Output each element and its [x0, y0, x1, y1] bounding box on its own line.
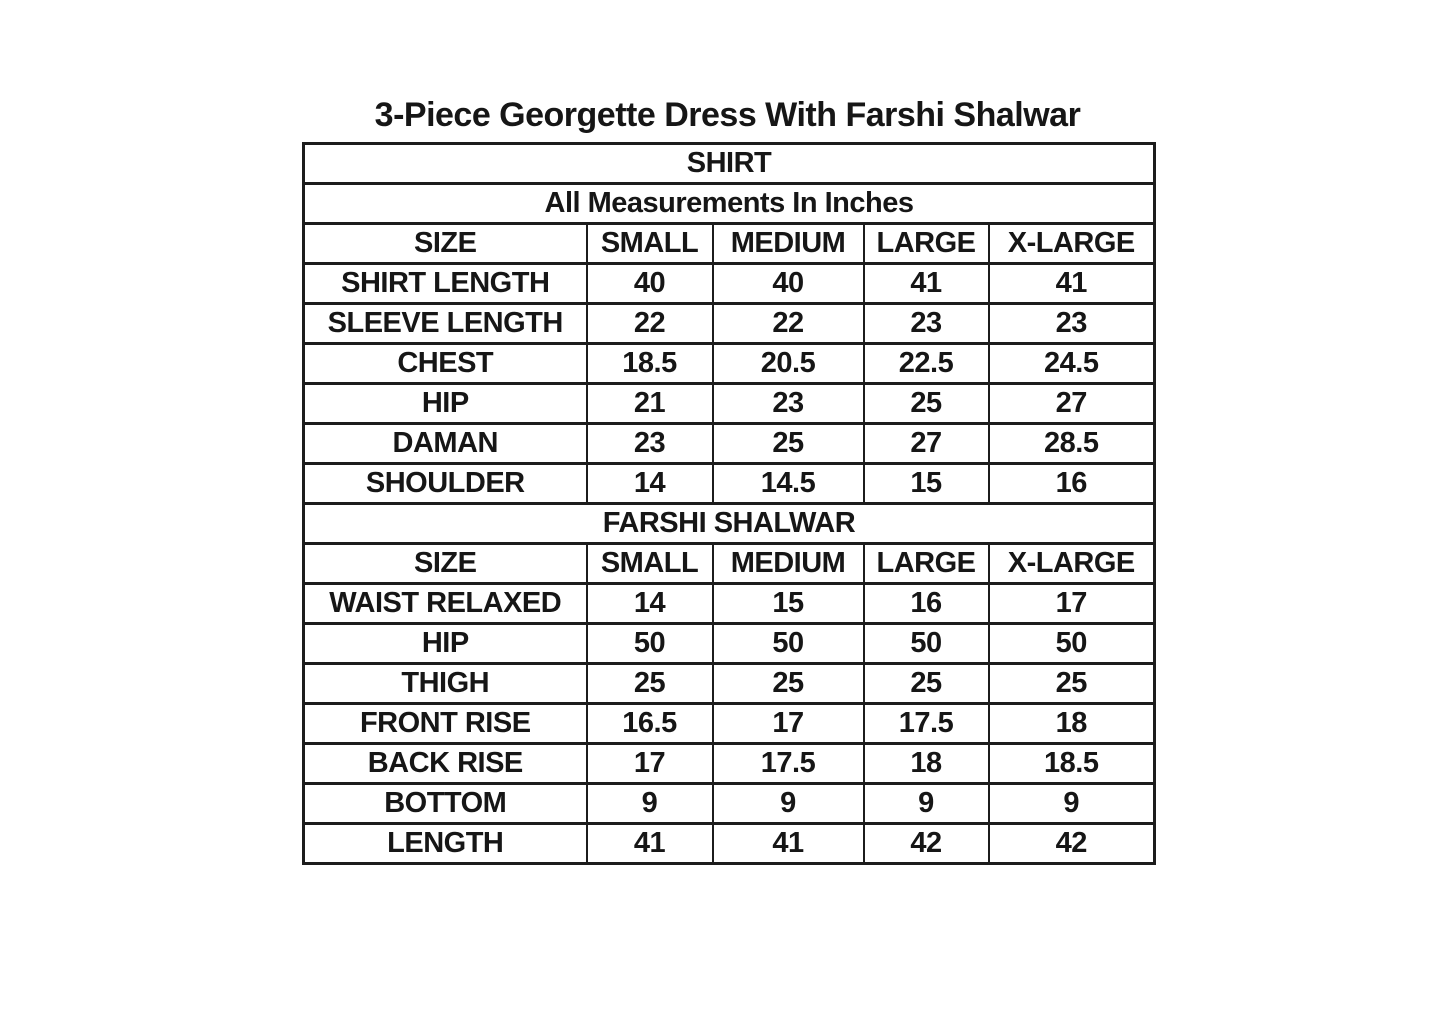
cell-value: 41: [713, 824, 864, 864]
table-row: [304, 184, 1155, 224]
column-header-large: LARGE: [864, 224, 989, 264]
cell-value: 16: [864, 584, 989, 624]
table-row: [304, 504, 1155, 544]
table-row: [304, 824, 1155, 864]
row-label: LENGTH: [304, 824, 587, 864]
table-row: [304, 344, 1155, 384]
row-label: FRONT RISE: [304, 704, 587, 744]
column-header-xlarge: X-LARGE: [989, 544, 1155, 584]
cell-value: 25: [864, 664, 989, 704]
cell-value: 27: [989, 384, 1155, 424]
cell-value: 42: [864, 824, 989, 864]
row-label: HIP: [304, 384, 587, 424]
cell-value: 16.5: [587, 704, 713, 744]
cell-value: 23: [587, 424, 713, 464]
table-row: [304, 384, 1155, 424]
row-label: CHEST: [304, 344, 587, 384]
row-label: SHOULDER: [304, 464, 587, 504]
table-row: [304, 704, 1155, 744]
cell-value: 14: [587, 584, 713, 624]
measurement-units-note: All Measurements In Inches: [304, 184, 1155, 224]
cell-value: 18: [989, 704, 1155, 744]
cell-value: 40: [713, 264, 864, 304]
table-row: [304, 224, 1155, 264]
cell-value: 25: [989, 664, 1155, 704]
page-title: 3-Piece Georgette Dress With Farshi Shalwar: [374, 96, 1081, 134]
row-label: SLEEVE LENGTH: [304, 304, 587, 344]
row-label: DAMAN: [304, 424, 587, 464]
cell-value: 9: [587, 784, 713, 824]
column-header-medium: MEDIUM: [713, 544, 864, 584]
table-row: [304, 744, 1155, 784]
cell-value: 18.5: [587, 344, 713, 384]
cell-value: 18.5: [989, 744, 1155, 784]
cell-value: 22: [587, 304, 713, 344]
cell-value: 17.5: [713, 744, 864, 784]
cell-value: 22.5: [864, 344, 989, 384]
table-row: [304, 264, 1155, 304]
cell-value: 50: [864, 624, 989, 664]
table-row: [304, 144, 1155, 184]
cell-value: 23: [713, 384, 864, 424]
cell-value: 50: [989, 624, 1155, 664]
table-row: [304, 464, 1155, 504]
cell-value: 24.5: [989, 344, 1155, 384]
table-row: [304, 584, 1155, 624]
cell-value: 28.5: [989, 424, 1155, 464]
row-label: SHIRT LENGTH: [304, 264, 587, 304]
cell-value: 15: [864, 464, 989, 504]
cell-value: 14: [587, 464, 713, 504]
cell-value: 25: [864, 384, 989, 424]
row-label: THIGH: [304, 664, 587, 704]
cell-value: 50: [587, 624, 713, 664]
column-header-size: SIZE: [304, 544, 587, 584]
cell-value: 25: [713, 424, 864, 464]
cell-value: 16: [989, 464, 1155, 504]
cell-value: 18: [864, 744, 989, 784]
cell-value: 41: [864, 264, 989, 304]
column-header-xlarge: X-LARGE: [989, 224, 1155, 264]
cell-value: 21: [587, 384, 713, 424]
size-chart-sheet: [302, 96, 1153, 865]
table-row: [304, 304, 1155, 344]
column-header-small: SMALL: [587, 224, 713, 264]
cell-value: 20.5: [713, 344, 864, 384]
cell-value: 25: [713, 664, 864, 704]
section-header-farshi-shalwar: FARSHI SHALWAR: [304, 504, 1155, 544]
cell-value: 41: [587, 824, 713, 864]
cell-value: 17: [587, 744, 713, 784]
cell-value: 17.5: [864, 704, 989, 744]
row-label: HIP: [304, 624, 587, 664]
table-row: [304, 424, 1155, 464]
cell-value: 17: [713, 704, 864, 744]
table-row: [304, 544, 1155, 584]
cell-value: 9: [864, 784, 989, 824]
cell-value: 40: [587, 264, 713, 304]
cell-value: 22: [713, 304, 864, 344]
column-header-medium: MEDIUM: [713, 224, 864, 264]
row-label: BOTTOM: [304, 784, 587, 824]
cell-value: 14.5: [713, 464, 864, 504]
column-header-large: LARGE: [864, 544, 989, 584]
column-header-small: SMALL: [587, 544, 713, 584]
cell-value: 23: [864, 304, 989, 344]
cell-value: 9: [989, 784, 1155, 824]
column-header-size: SIZE: [304, 224, 587, 264]
cell-value: 9: [713, 784, 864, 824]
cell-value: 41: [989, 264, 1155, 304]
cell-value: 15: [713, 584, 864, 624]
cell-value: 50: [713, 624, 864, 664]
size-chart-table: [302, 142, 1156, 865]
cell-value: 25: [587, 664, 713, 704]
cell-value: 17: [989, 584, 1155, 624]
row-label: BACK RISE: [304, 744, 587, 784]
cell-value: 27: [864, 424, 989, 464]
cell-value: 23: [989, 304, 1155, 344]
row-label: WAIST RELAXED: [304, 584, 587, 624]
section-header-shirt: SHIRT: [304, 144, 1155, 184]
table-row: [304, 624, 1155, 664]
cell-value: 42: [989, 824, 1155, 864]
table-row: [304, 784, 1155, 824]
table-row: [304, 664, 1155, 704]
